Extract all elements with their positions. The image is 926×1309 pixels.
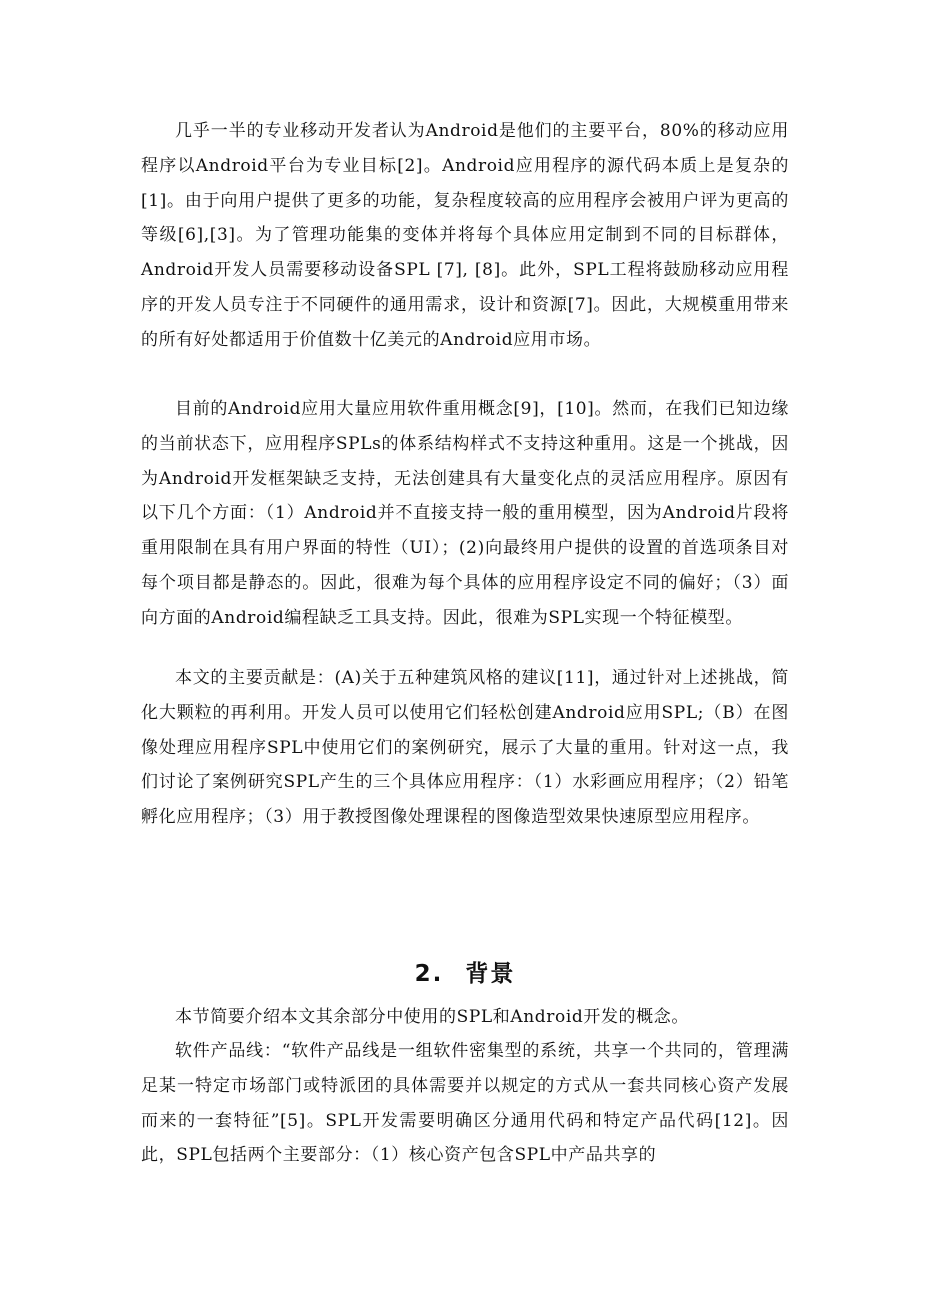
paragraph-android-platform: 几乎一半的专业移动开发者认为Android是他们的主要平台，80%的移动应用程序以Android平台为专业目标[2]。Android应用程序的源代码本质上是复杂的[1]。由于向用户提供了更多的功能，复杂程度较高的应用程序会被用户评为更高的等级[6],[3]。为了管理功能集的变体并将每个具体应用定制到不同的目标群体，Android开发人员需要移动设备SPL [7], [8]。此外，SPL工程将鼓励移动应用程序的开发人员专注于不同硬件的通用需求，设计和资源[7]。因此，大规模重用带来的所有好处都适用于价值数十亿美元的Android应用市场。 [141,121,789,350]
paragraph-reuse-challenges: 目前的Android应用大量应用软件重用概念[9]，[10]。然而，在我们已知边缘的当前状态下，应用程序SPLs的体系结构样式不支持这种重用。这是一个挑战，因为Android开发框架缺乏支持，无法创建具有大量变化点的灵活应用程序。原因有以下几个方面：（1）Android并不直接支持一般的重用模型，因为Android片段将重用限制在具有用户界面的特性（UI）；(2)向最终用户提供的设置的首选项条目对每个项目都是静态的。因此，很难为每个具体的应用程序设定不同的偏好；（3）面向方面的Android编程缺乏工具支持。因此，很难为SPL实现一个特征模型。 [141,399,789,628]
paragraph-contributions: 本文的主要贡献是：(A)关于五种建筑风格的建议[11]，通过针对上述挑战，简化大颗粒的再利用。开发人员可以使用它们轻松创建Android应用SPL;（B）在图像处理应用程序SPL中使用它们的案例研究，展示了大量的重用。针对这一点，我们讨论了案例研究SPL产生的三个具体应用程序：（1）水彩画应用程序；（2）铅笔孵化应用程序；（3）用于教授图像处理课程的图像造型效果快速原型应用程序。 [141,668,789,828]
paragraph-software-product-line: 软件产品线：“软件产品线是一组软件密集型的系统，共享一个共同的，管理满足某一特定市场部门或特派团的具体需要并以规定的方式从一套共同核心资产发展而来的一套特征”[5]。SPL开发需要明确区分通用代码和特定产品代码[12]。因此，SPL包括两个主要部分：（1）核心资产包含SPL中产品共享的 [141,1041,789,1166]
section-title: 背景 [465,961,516,987]
paragraph-background-intro: 本节简要介绍本文其余部分中使用的SPL和Android开发的概念。 [175,1007,689,1027]
section-number: 2. [414,961,444,987]
section-heading [141,957,789,991]
